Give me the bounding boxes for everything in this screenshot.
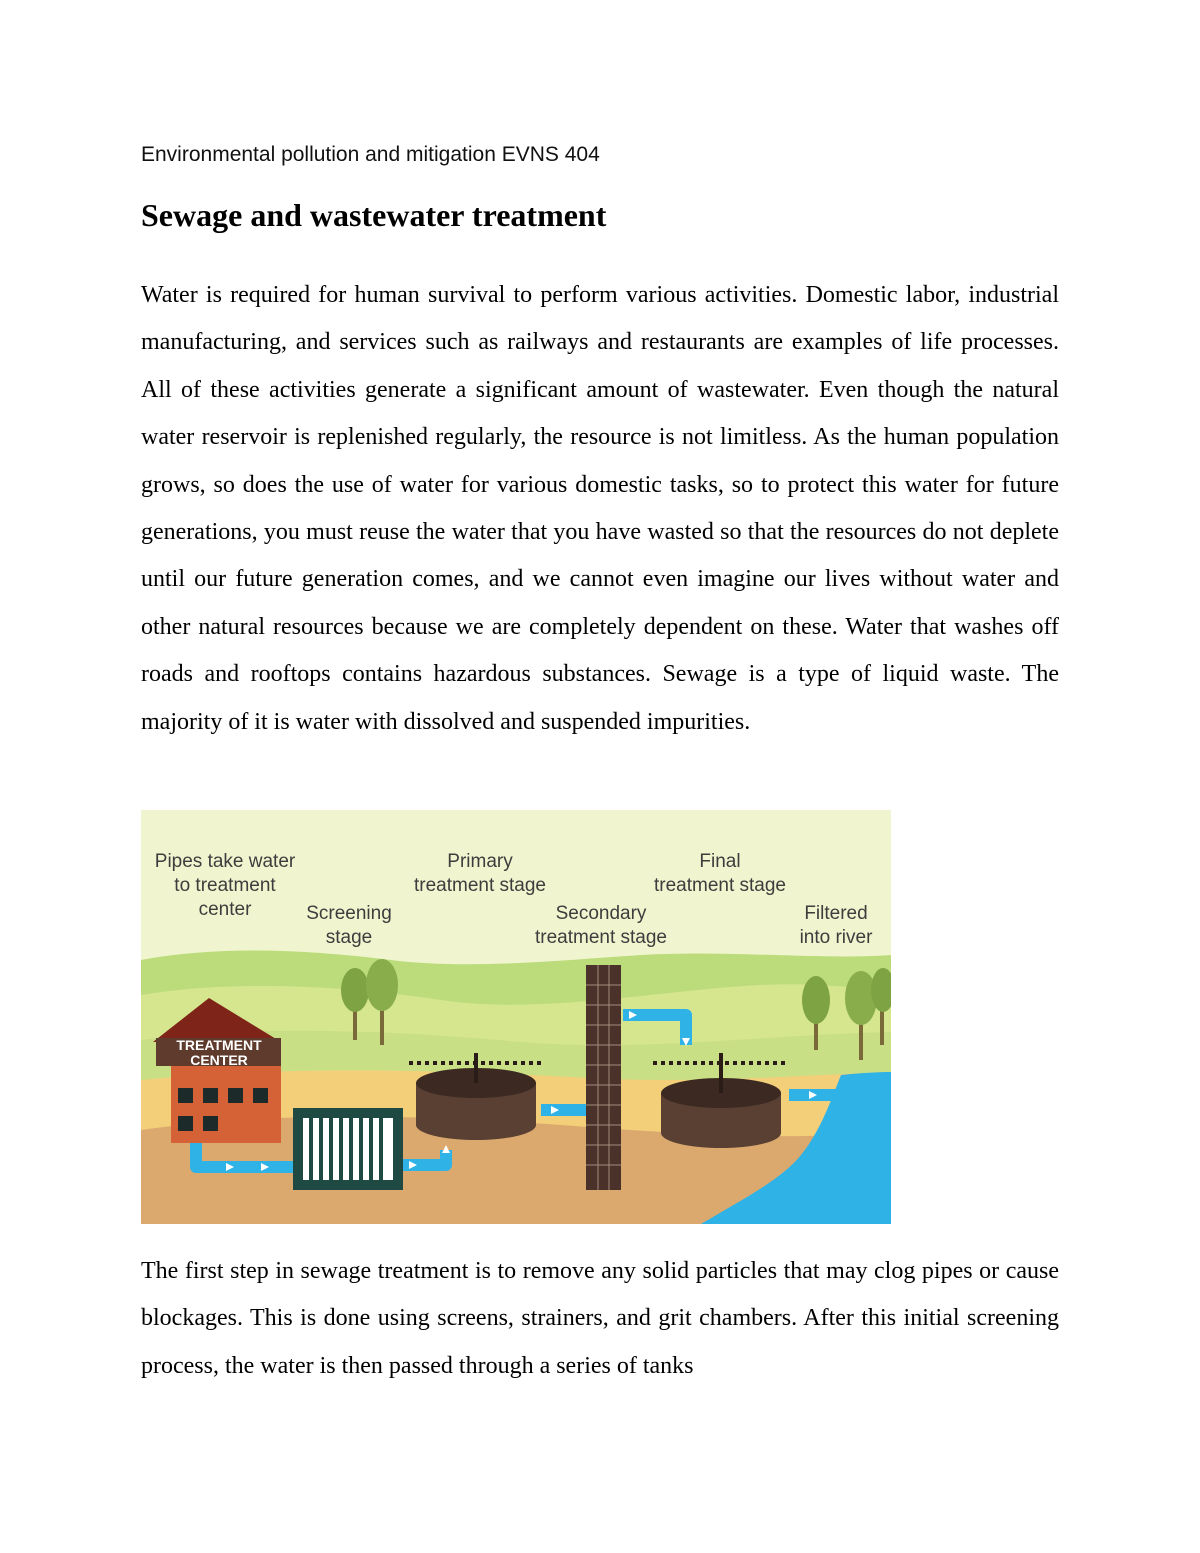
- diagram-svg: [141, 810, 891, 1224]
- label-pipes-line-3: center: [198, 899, 252, 920]
- label-secondary-line-1: Secondary: [555, 903, 647, 924]
- label-screening-line-2: stage: [325, 927, 373, 948]
- building-sign-line-1: TREATMENT: [176, 1037, 262, 1053]
- label-secondary-line-2: treatment stage: [534, 927, 668, 948]
- screening-unit: [293, 1108, 403, 1190]
- label-pipes-line-1: Pipes take water: [154, 851, 296, 872]
- label-final-line-2: treatment stage: [653, 875, 787, 896]
- course-line: Environmental pollution and mitigation EVNS 404: [141, 143, 600, 166]
- label-final-line-1: Final: [699, 851, 741, 872]
- label-pipes-line-2: to treatment: [174, 875, 276, 896]
- page-title: Sewage and wastewater treatment: [141, 197, 607, 233]
- building-sign-line-2: CENTER: [190, 1052, 248, 1068]
- secondary-tower: [586, 965, 621, 1190]
- treatment-paragraph: The first step in sewage treatment is to remove any solid particles that may clog pipes or cause blockages. This is done using screens, strainers, and grit chambers. After this initial screening process, the water is then passed through a series of tanks: [141, 1258, 1059, 1379]
- label-filtered-line-2: into river: [799, 927, 873, 948]
- label-filtered-line-1: Filtered: [804, 903, 868, 924]
- intro-paragraph: Water is required for human survival to perform various activities. Domestic labor, industrial manufacturing, and services such as railways and restaurants are examples of life processes. All of these activities generate a significant amount of wastewater. Even though the natural water reservoir is replenished regularly, the resource is not limitless. As the human population grows, so does the use of water for various domestic tasks, so to protect this water for future generations, you must reuse the water that you have wasted so that the resources do not deplete until our future generation comes, and we cannot even imagine our lives without water and other natural resources because we are completely dependent on these. Water that washes off roads and rooftops contains hazardous substances. Sewage is a type of liquid waste. The majority of it is water with dissolved and suspended impurities.: [141, 282, 1059, 735]
- wastewater-treatment-diagram: [141, 810, 891, 1224]
- label-screening-line-1: Screening: [306, 903, 392, 924]
- label-primary-line-2: treatment stage: [413, 875, 547, 896]
- label-primary-line-1: Primary: [447, 851, 513, 872]
